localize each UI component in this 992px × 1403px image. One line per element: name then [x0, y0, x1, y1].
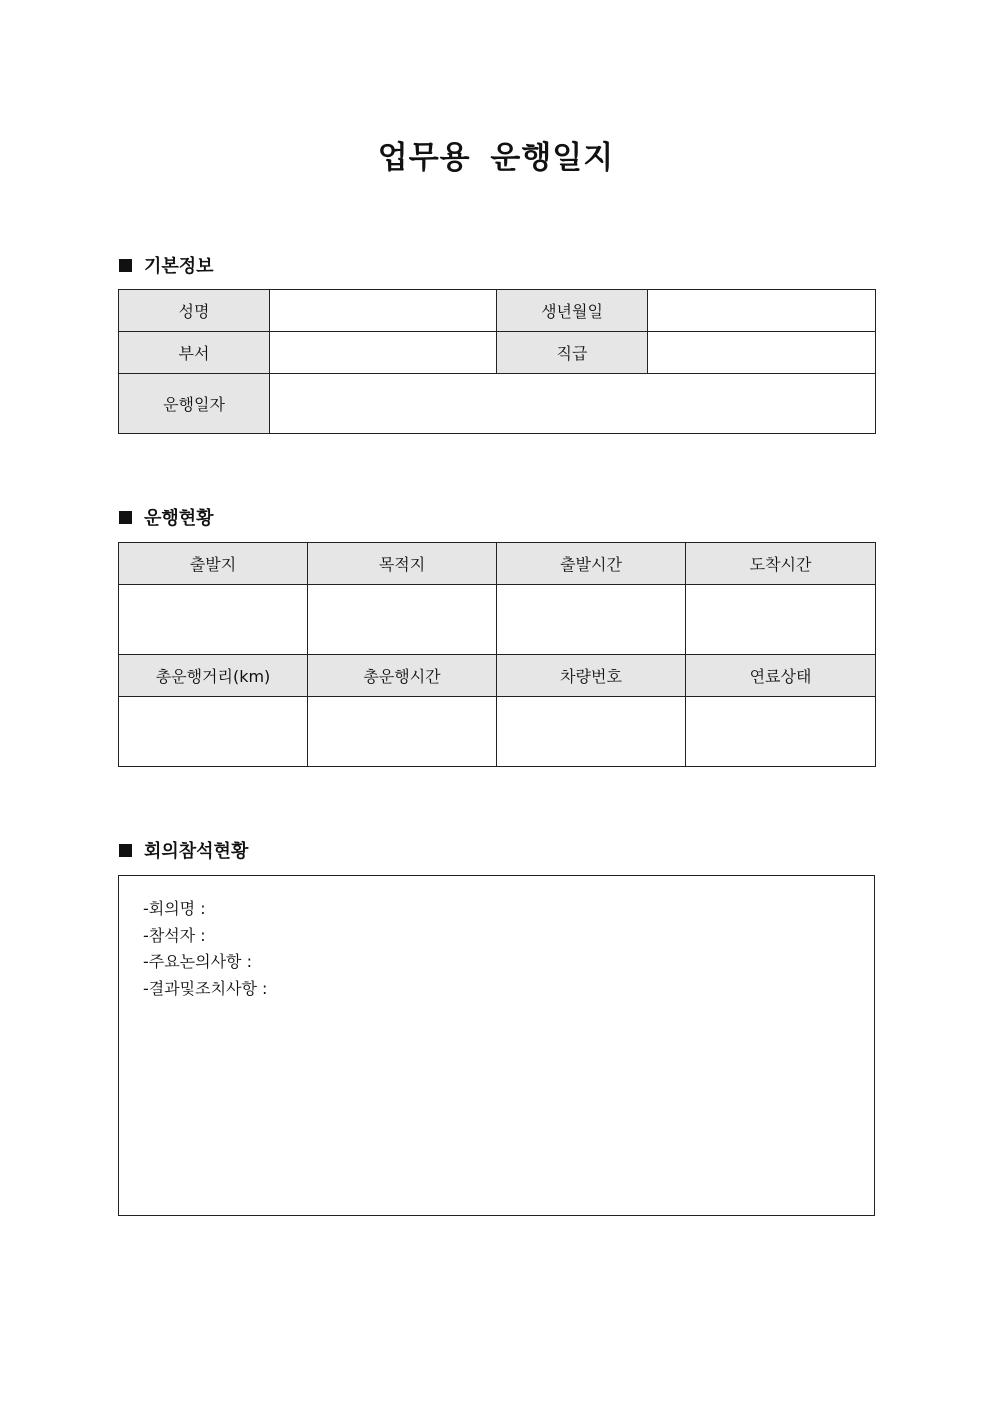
departure-time-field[interactable] — [497, 585, 686, 655]
total-distance-label: 총운행거리(km) — [119, 655, 308, 697]
main-discussion-line: -주요논의사항 : — [143, 952, 252, 971]
total-time-label: 총운행시간 — [308, 655, 497, 697]
birthdate-field[interactable] — [648, 290, 876, 332]
table-row — [119, 697, 876, 767]
rank-field[interactable] — [648, 332, 876, 374]
meeting-name-line: -회의명 : — [143, 899, 206, 918]
fuel-status-field[interactable] — [686, 697, 876, 767]
operation-date-label: 운행일자 — [119, 374, 270, 434]
section-heading-meeting — [119, 838, 248, 862]
table-row — [119, 290, 876, 332]
vehicle-number-field[interactable] — [497, 697, 686, 767]
departure-label: 출발지 — [119, 543, 308, 585]
table-header-row — [119, 543, 876, 585]
destination-label: 목적지 — [308, 543, 497, 585]
attendees-line: -참석자 : — [143, 925, 206, 945]
arrival-time-label: 도착시간 — [686, 543, 876, 585]
table-row — [119, 374, 876, 434]
name-field[interactable] — [270, 290, 497, 332]
operation-table — [118, 542, 876, 767]
operation-date-field[interactable] — [270, 374, 876, 434]
basic-info-table — [118, 289, 876, 434]
vehicle-number-label: 차량번호 — [497, 655, 686, 697]
birthdate-label: 생년월일 — [497, 290, 648, 332]
total-distance-field[interactable] — [119, 697, 308, 767]
destination-field[interactable] — [308, 585, 497, 655]
total-time-field[interactable] — [308, 697, 497, 767]
section-heading-label: 기본정보 — [144, 256, 214, 277]
table-row — [119, 332, 876, 374]
result-action-line: -결과및조치사항 : — [143, 978, 268, 998]
fuel-status-label: 연료상태 — [686, 655, 876, 697]
table-header-row — [119, 655, 876, 697]
table-row — [119, 585, 876, 655]
rank-label: 직급 — [497, 332, 648, 374]
departure-field[interactable] — [119, 585, 308, 655]
document-title: 업무용 운행일지 — [377, 140, 615, 176]
department-label: 부서 — [119, 332, 270, 374]
arrival-time-field[interactable] — [686, 585, 876, 655]
meeting-notes-lines — [143, 896, 267, 1002]
square-bullet-icon — [119, 259, 132, 272]
name-label: 성명 — [119, 290, 270, 332]
square-bullet-icon — [119, 511, 132, 524]
section-heading-label: 회의참석현황 — [144, 841, 249, 862]
square-bullet-icon — [119, 844, 132, 857]
section-heading-basic-info — [119, 253, 214, 277]
section-heading-label: 운행현황 — [144, 508, 214, 529]
department-field[interactable] — [270, 332, 497, 374]
departure-time-label: 출발시간 — [497, 543, 686, 585]
section-heading-operation — [119, 505, 214, 529]
meeting-notes-box[interactable] — [118, 875, 875, 1216]
